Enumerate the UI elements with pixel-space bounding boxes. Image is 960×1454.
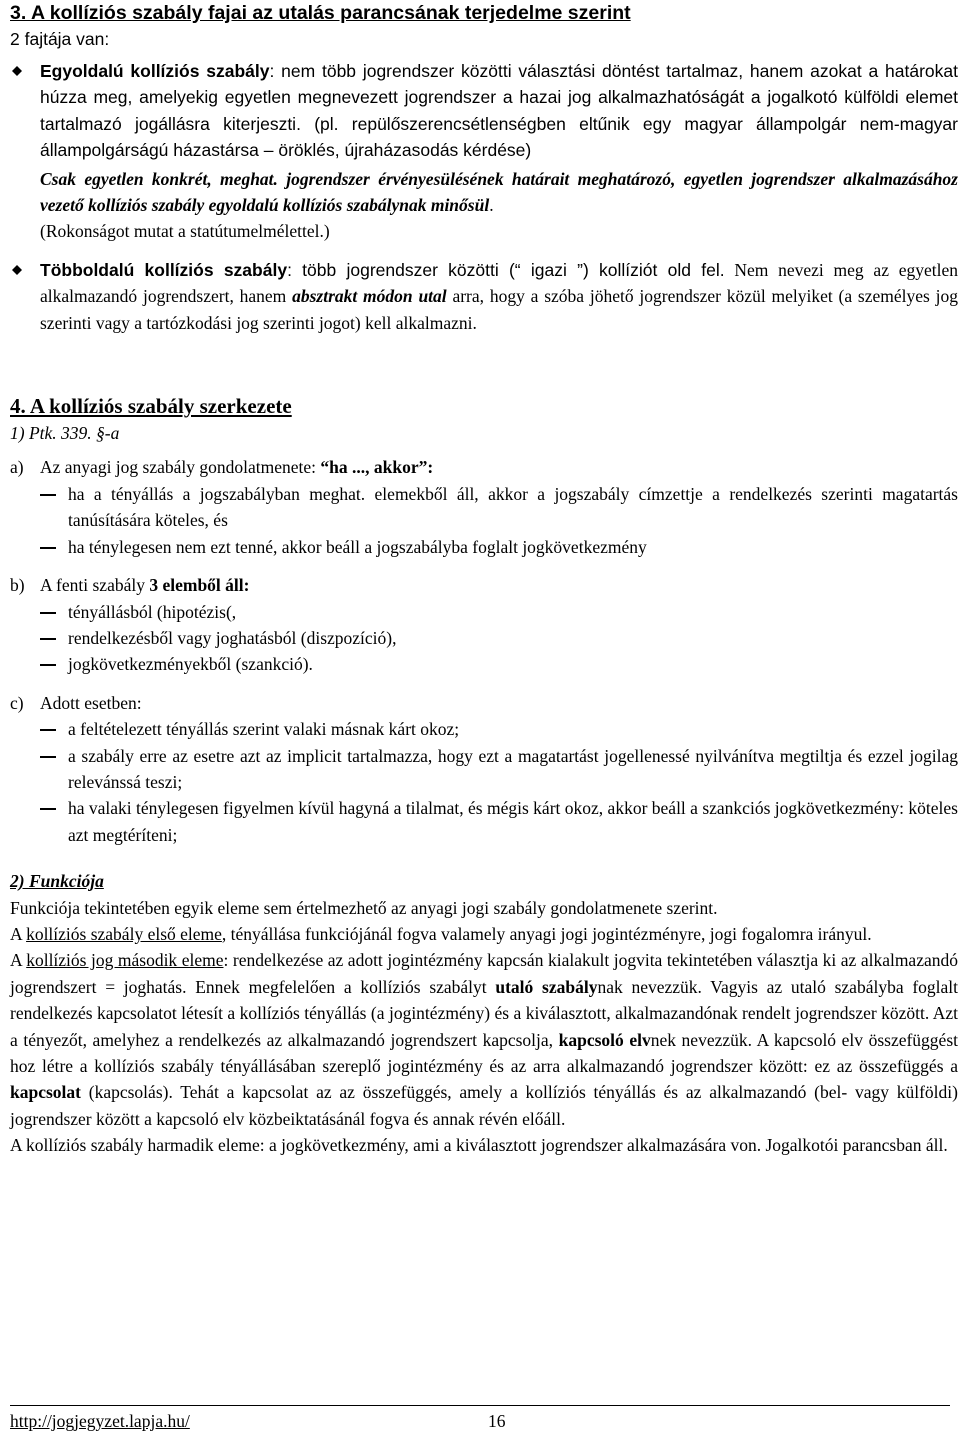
funkcio-title: 2) Funkciója — [10, 871, 104, 892]
tobboldalu-definition: : több jogrendszer közötti (“ igazi ”) kollíziót old fel. — [287, 259, 725, 280]
funkcio-paragraph-3 — [10, 947, 958, 1132]
item-b-dash-1: tényállásból (hipotézis(, — [10, 599, 958, 625]
bullet-egyoldalu — [10, 58, 958, 245]
item-b-dash-3: jogkövetkezményekből (szankció). — [10, 651, 958, 677]
item-b — [10, 572, 958, 598]
page-number: 16 — [488, 1411, 506, 1431]
bullet-tobboldalu-text — [40, 257, 958, 336]
funkcio-paragraph-1: Funkciója tekintetében egyik eleme sem értelmezhető az anyagi jogi szabály gondolatmenete szerint. — [10, 897, 718, 918]
document-page — [10, 0, 958, 1159]
funkcio-p3-bold-2: kapcsoló elv — [558, 1029, 651, 1050]
section-3-intro: 2 fajtája van: — [10, 29, 110, 49]
section-4-subtitle: 1) Ptk. 339. §-a — [10, 423, 120, 444]
item-c-text: Adott esetben: — [40, 692, 142, 713]
funkcio-p2-underline: kollíziós szabály első eleme — [26, 923, 222, 944]
funkcio-p3-b: : rendelkezése az adott jogintézmény kapcsán kialakult jogvita tekintetében választja ki az alkalmazandó jogrendszert = joghatás. Ennek megfelelően a kollíziós szabályt — [10, 950, 958, 997]
item-b-bold: 3 elemből áll: — [149, 575, 250, 596]
item-a-label: a) — [10, 457, 24, 478]
funkcio-p3-d: nek nevezzük. A kapcsoló elv összefüggést hoz létre a kollíziós szabály tényállásában szereplő jogintézmény és az arra alkalmazandó jogrendszer között: ez az összefüggés a — [10, 1029, 958, 1076]
tobboldalu-emphasis: absztrakt módon utal — [292, 286, 447, 307]
funkcio-paragraph-2 — [10, 921, 958, 947]
item-a-dash-2: ha ténylegesen nem ezt tenné, akkor beáll a jogszabályba foglalt jogkövetkezmény — [10, 534, 958, 560]
term-egyoldalu: Egyoldalú kollíziós szabály — [40, 61, 270, 81]
funkcio-p3-bold-3: kapcsolat — [10, 1082, 81, 1103]
section-4-title: 4. A kollíziós szabály szerkezete — [10, 394, 292, 419]
item-c-dash-3: ha valaki ténylegesen figyelmen kívül hagyná a tilalmat, és mégis kárt okoz, akkor beáll a szankciós jogkövetkezmény: köteles azt megtéríteni; — [10, 795, 958, 848]
funkcio-paragraph-4: A kollíziós szabály harmadik eleme: a jogkövetkezmény, ami a kiválasztott jogrendszer alkalmazására von. Jogalkotói parancsban áll. — [10, 1135, 948, 1156]
funkcio-p2-b: , tényállása funkciójánál fogva valamely anyagi jogi jogintézményre, jogi fogalomra irányul. — [221, 923, 872, 944]
item-b-label: b) — [10, 575, 25, 596]
funkcio-p3-underline: kollíziós jog második eleme — [26, 950, 224, 971]
funkcio-p3-c: nak nevezzük. Vagyis az utaló szabályba foglalt rendelkezés kapcsolatot létesít a kollíziós tényállás (a jogintézmény) és a kiválasztott, alkalmazandónak rendelt jogrendszer között. Azt a tényezőt, amelyhez a rendelkezés az alkalmazandó jogrendszert kapcsolja, — [10, 976, 958, 1050]
tobboldalu-text-2: arra, hogy a szóba jöhető jogrendszer közül melyiket (a személyes jog szerinti vagy a tartózkodási jog szerinti jogot) kell alkalmazni. — [40, 286, 958, 333]
diamond-bullet-icon — [12, 265, 22, 275]
egyoldalu-emphasis-end: . — [489, 195, 494, 216]
term-tobboldalu: Többoldalú kollíziós szabály — [40, 259, 288, 280]
footer-url-link[interactable]: http://jogjegyzet.lapja.hu/ — [10, 1411, 190, 1431]
bullet-egyoldalu-text — [40, 58, 958, 164]
funkcio-p3-bold-1: utaló szabály — [495, 976, 598, 997]
item-c-label: c) — [10, 692, 24, 713]
item-c-dash-1: a feltételezett tényállás szerint valaki másnak kárt okoz; — [10, 716, 958, 742]
item-a-bold: “ha ..., akkor”: — [320, 457, 434, 478]
egyoldalu-note: (Rokonságot mutat a statútumelmélettel.) — [40, 221, 330, 242]
section-3-title: 3. A kollíziós szabály fajai az utalás parancsának terjedelme szerint — [10, 2, 631, 24]
item-a-dash-1: ha a tényállás a jogszabályban meghat. elemekből áll, akkor a jogszabály címzettje a rendelkezés szerinti magatartás tanúsítására köteles, és — [10, 481, 958, 534]
egyoldalu-definition: : nem több jogrendszer közötti választási döntést tartalmaz, hanem azokat a határokat húzza meg, amelyekig egyetlen megnevezett jogrendszer a hazai jog alkalmazhatóságát a jogalkotó külföldi elemet tartalmazó jogállásra kiterjeszti. (pl. repülőszerencsétlenségben eltűnik egy magyar állampolgár nem-magyar állampolgárságú házastársa – öröklés, újraházasodás kérdése) — [40, 61, 958, 161]
item-c — [10, 690, 958, 716]
item-a — [10, 454, 958, 480]
item-b-text: A fenti szabály — [40, 575, 150, 596]
diamond-bullet-icon — [12, 66, 22, 76]
funkcio-p3-e: (kapcsolás). Tehát a kapcsolat az az összefüggés, amely a kollíziós tényállás és az alkalmazandó (bel- vagy külföldi) jogrendszer között a kapcsoló elv közbeiktatásánál fogva és annak révén előáll. — [10, 1082, 958, 1129]
bullet-egyoldalu-emphasis — [40, 166, 958, 245]
item-b-dash-2: rendelkezésből vagy joghatásból (diszpozíció), — [10, 625, 958, 651]
egyoldalu-emphasis: Csak egyetlen konkrét, meghat. jogrendszer érvényesülésének határait meghatározó, egyetlen jogrendszer alkalmazásához vezető kollíziós szabály egyoldalú kollíziós szabálynak minősül — [40, 168, 958, 216]
item-a-text: Az anyagi jog szabály gondolatmenete: — [40, 457, 321, 478]
bullet-tobboldalu — [10, 257, 958, 336]
funkcio-p2-a: A — [10, 923, 27, 944]
page-footer — [10, 1405, 950, 1431]
tobboldalu-text-1: Nem nevezi meg az egyetlen alkalmazandó jogrendszert, hanem — [40, 259, 958, 307]
item-c-dash-2: a szabály erre az esetre azt az implicit tartalmazza, hogy ezt a magatartást jogellenessé nyilvánítva megtiltja és ezzel jogilag relevánssá teszi; — [10, 743, 958, 796]
funkcio-p3-a: A — [10, 950, 27, 971]
